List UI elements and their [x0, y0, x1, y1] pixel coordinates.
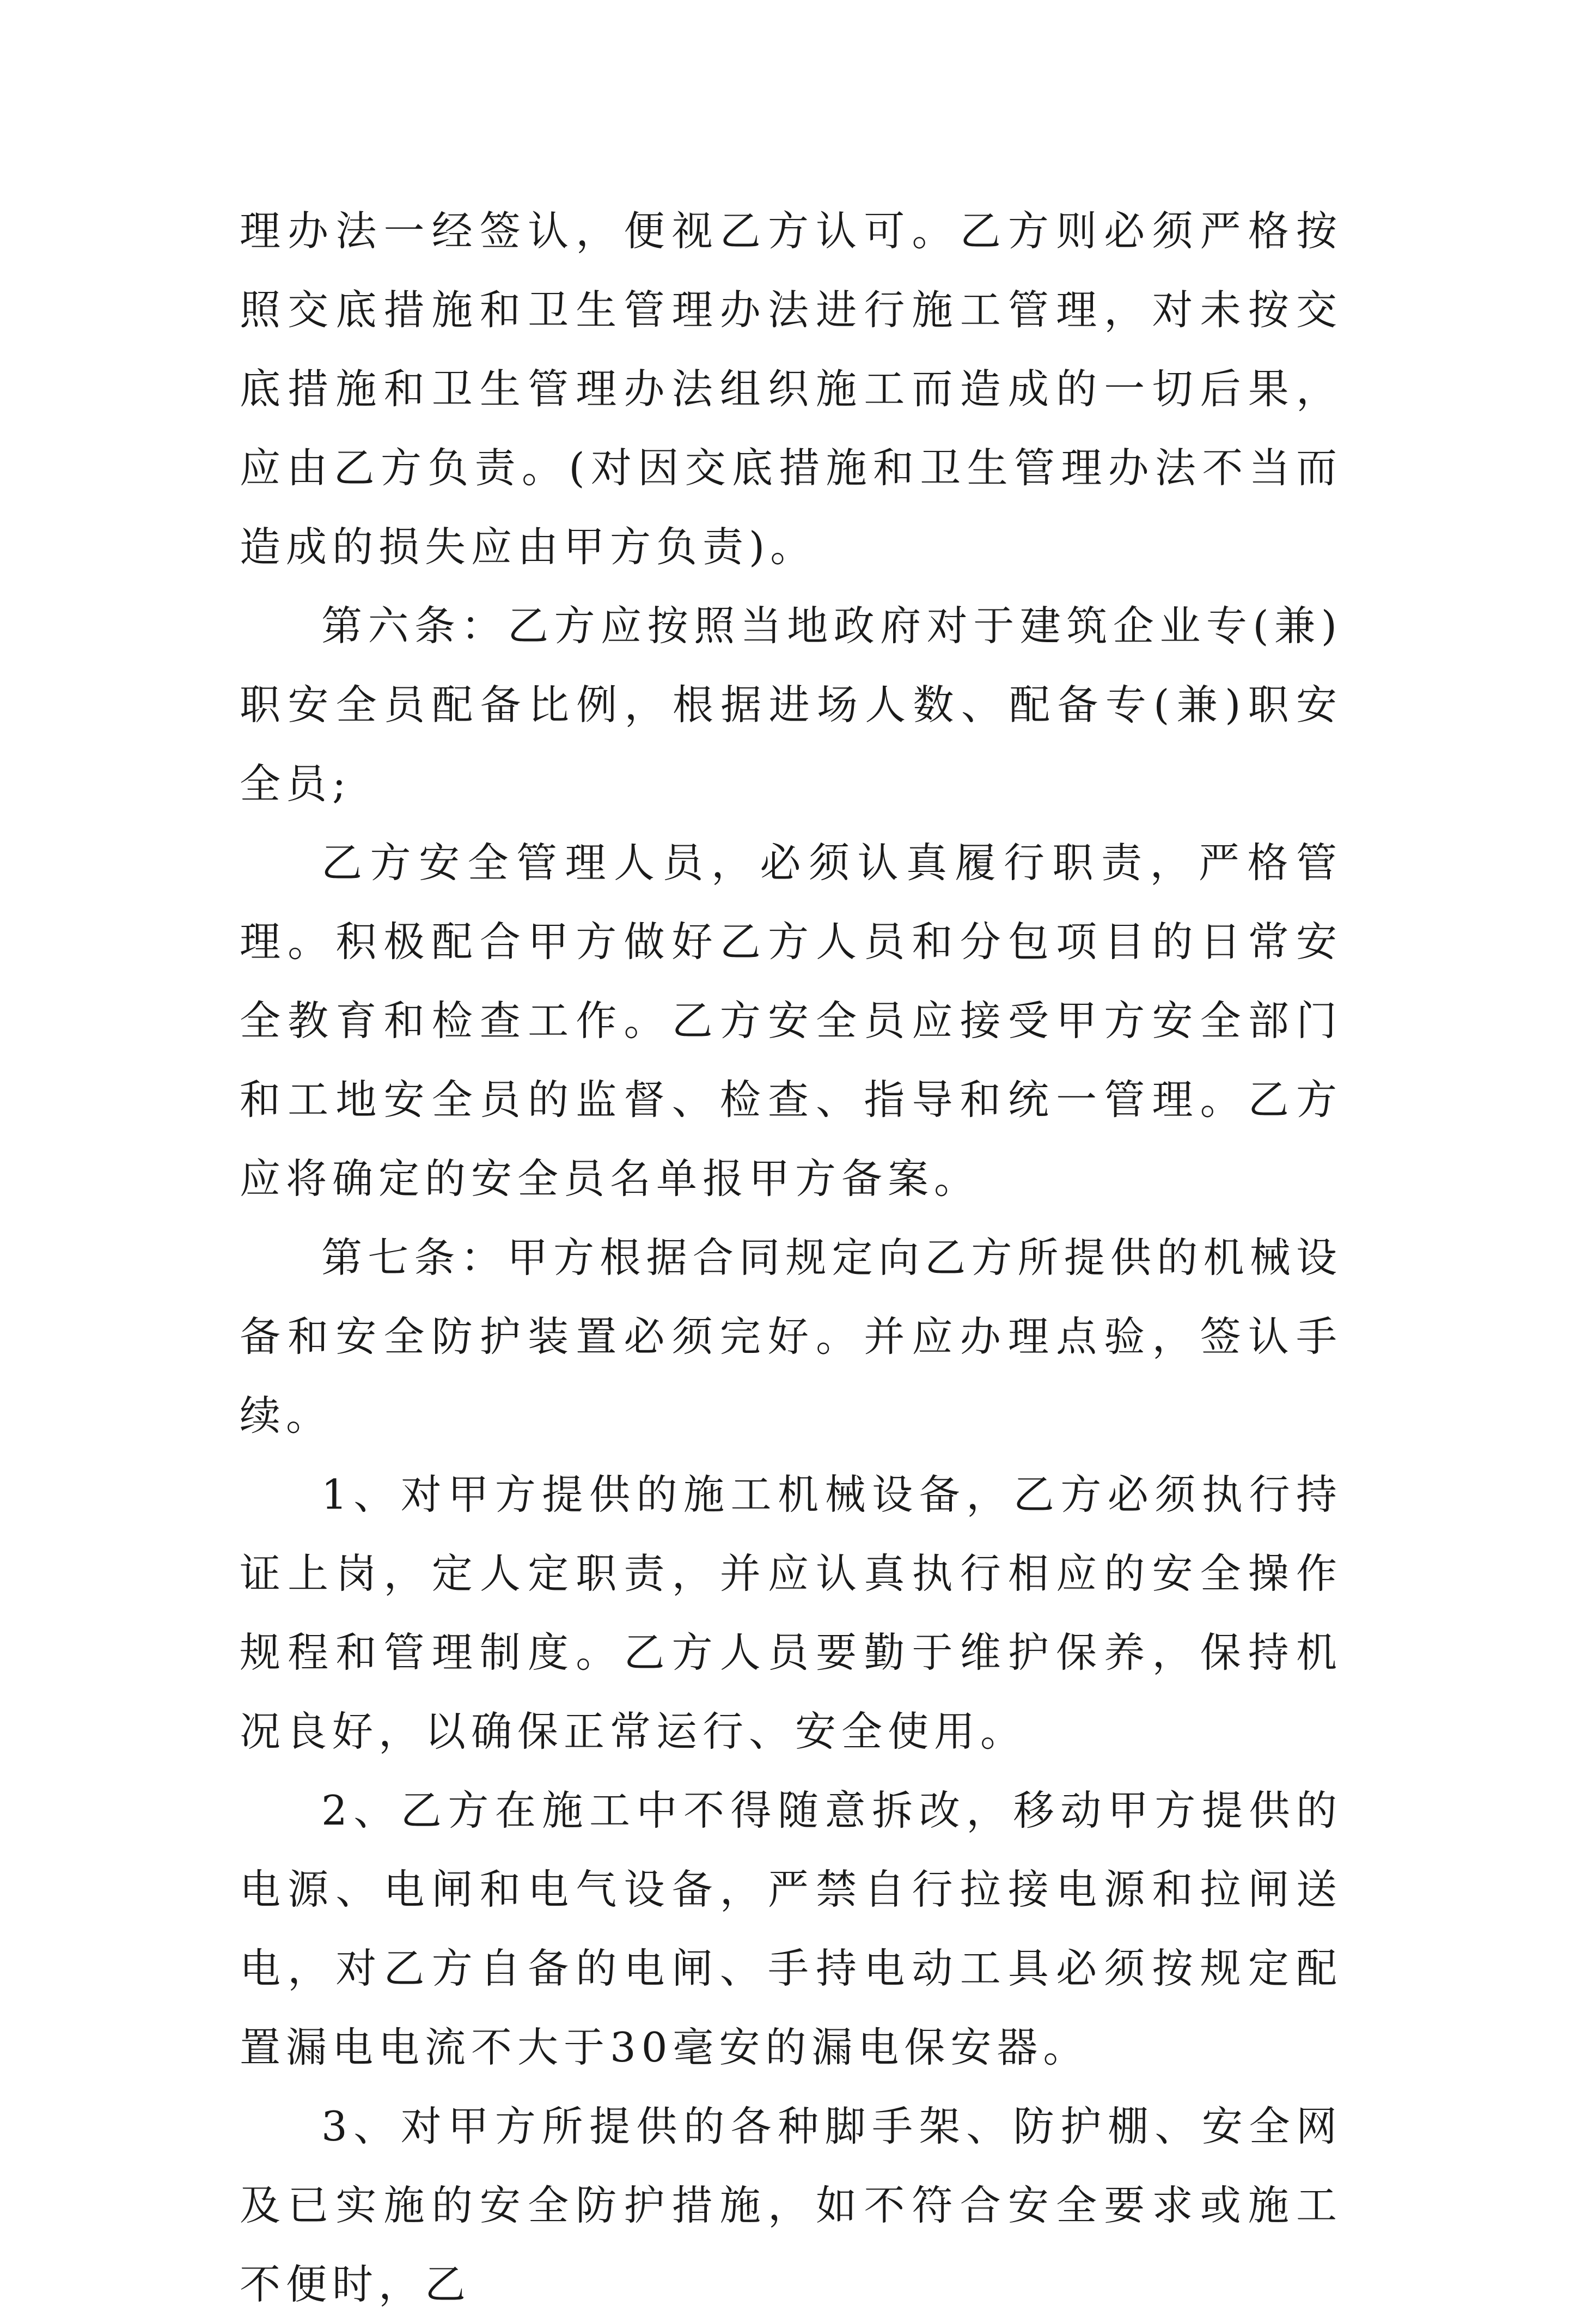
paragraph-item-2: 2、乙方在施工中不得随意拆改，移动甲方提供的电源、电闸和电气设备，严禁自行拉接电源和拉闸送电，对乙方自备的电闸、手持电动工具必须按规定配置漏电电流不大于30毫安的漏电保安器。 — [240, 1786, 1342, 2071]
paragraph-article-6: 第六条：乙方应按照当地政府对于建筑企业专(兼)职安全员配备比例，根据进场人数、配备专(兼)职安全员; — [240, 602, 1342, 808]
paragraph-article-7: 第七条：甲方根据合同规定向乙方所提供的机械设备和安全防护装置必须完好。并应办理点验，签认手续。 — [240, 1234, 1342, 1439]
paragraph-continuation: 理办法一经签认，便视乙方认可。乙方则必须严格按照交底措施和卫生管理办法进行施工管理，对未按交底措施和卫生管理办法组织施工而造成的一切后果，应由乙方负责。(对因交底措施和卫生管理办法不当而造成的损失应由甲方负责)。 — [240, 207, 1342, 571]
paragraph-item-3: 3、对甲方所提供的各种脚手架、防护棚、安全网及已实施的安全防护措施，如不符合安全要求或施工不便时，乙 — [240, 2102, 1342, 2308]
document-body — [240, 192, 1342, 2324]
paragraph-item-1: 1、对甲方提供的施工机械设备，乙方必须执行持证上岗，定人定职责，并应认真执行相应的安全操作规程和管理制度。乙方人员要勤于维护保养，保持机况良好，以确保正常运行、安全使用。 — [240, 1471, 1342, 1755]
paragraph-safety-staff: 乙方安全管理人员，必须认真履行职责，严格管理。积极配合甲方做好乙方人员和分包项目的日常安全教育和检查工作。乙方安全员应接受甲方安全部门和工地安全员的监督、检查、指导和统一管理。乙方应将确定的安全员名单报甲方备案。 — [240, 839, 1342, 1203]
